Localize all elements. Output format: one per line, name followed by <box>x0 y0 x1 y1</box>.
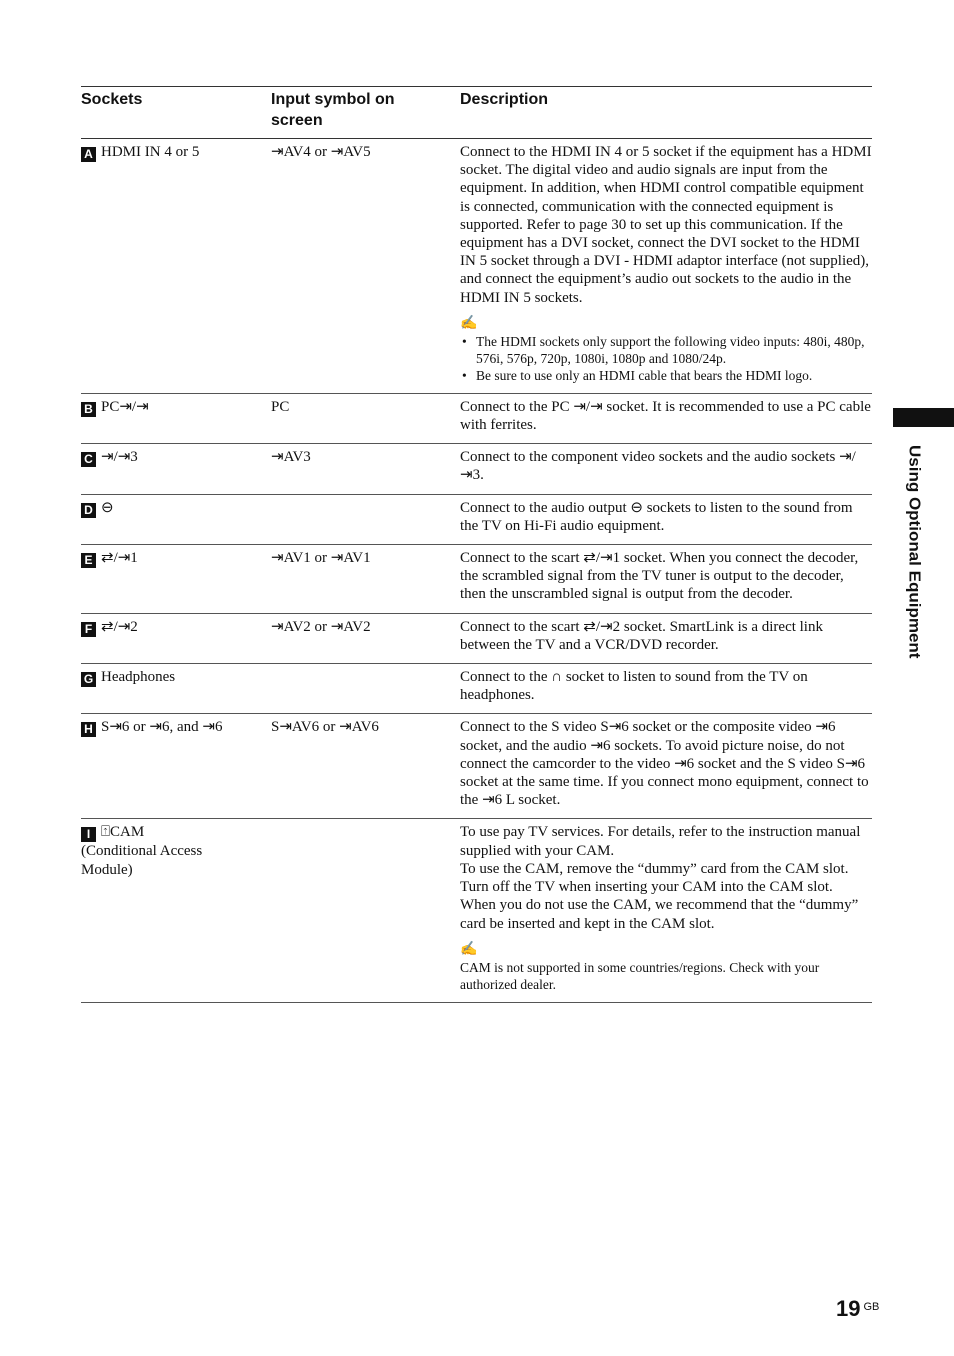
description-cell <box>460 819 872 1002</box>
socket-name-line: Module) <box>81 861 133 878</box>
symbol-cell: PC <box>271 398 290 415</box>
description-cell: Connect to the scart ⇄/⇥2 socket. SmartLink is a direct link between the TV and a VCR/DVD recorder. <box>460 618 823 653</box>
socket-cell <box>81 494 271 544</box>
table-row <box>81 494 872 544</box>
row-letter: I <box>81 827 96 842</box>
table-header <box>81 87 872 139</box>
section-tab-marker <box>893 408 954 427</box>
socket-name: ⇄/⇥1 <box>101 550 138 567</box>
description-paragraph: To use the CAM, remove the “dummy” card from the CAM slot. Turn off the TV when inserting your CAM into the CAM slot. When you do not use the CAM, we recommend that the “dummy” card be inserted and kept in the CAM slot. <box>460 860 859 932</box>
socket-cell <box>81 393 271 443</box>
header-description: Description <box>460 91 549 108</box>
table-row <box>81 139 872 394</box>
note-pencil-icon: ✍ <box>460 315 478 331</box>
table-row <box>81 444 872 494</box>
table-row <box>81 664 872 714</box>
symbol-cell <box>271 819 460 1002</box>
socket-name: ⇄/⇥2 <box>101 618 138 635</box>
description-cell <box>460 139 872 394</box>
row-letter: G <box>81 672 96 687</box>
socket-cell <box>81 819 271 1002</box>
row-letter: A <box>81 147 96 162</box>
description-cell: Connect to the PC ⇥/⇥ socket. It is recommended to use a PC cable with ferrites. <box>460 398 871 434</box>
socket-name: Headphones <box>101 669 176 686</box>
note-text: CAM is not supported in some countries/regions. Check with your authorized dealer. <box>460 959 820 992</box>
page-content <box>81 86 872 1003</box>
symbol-cell: ⇥AV3 <box>271 449 311 466</box>
row-letter: B <box>81 402 96 417</box>
description-text: Connect to the HDMI IN 4 or 5 socket if the equipment has a HDMI socket. The digital video and audio signals are input from the equipment. In addition, when HDMI control compatible equipment is connected, communication with the connected equipment is supported. Refer to page 30 to set up this communication. If the equipment has a DVI socket, connect the DVI socket to the HDMI IN 5 socket through a DVI - HDMI adaptor interface (not supplied), and connect the equipment’s audio out sockets to the audio in the HDMI IN 5 sockets. <box>460 144 872 306</box>
page-number <box>836 1296 879 1322</box>
socket-cell <box>81 444 271 494</box>
socket-cell <box>81 139 271 394</box>
sockets-table <box>81 86 872 1003</box>
socket-name: S⇥6 or ⇥6, and ⇥6 <box>101 719 223 736</box>
header-sockets: Sockets <box>81 91 143 108</box>
row-letter: H <box>81 722 96 737</box>
row-letter: F <box>81 622 96 637</box>
socket-cell <box>81 714 271 819</box>
note-pencil-icon: ✍ <box>460 941 478 957</box>
description-paragraph: To use pay TV services. For details, refer to the instruction manual supplied with your CAM. <box>460 824 861 859</box>
symbol-cell: ⇥AV1 or ⇥AV1 <box>271 550 371 567</box>
list-item: • Be sure to use only an HDMI cable that bears the HDMI logo. <box>460 367 872 384</box>
description-cell: Connect to the scart ⇄/⇥1 socket. When you connect the decoder, the scrambled signal from the TV tuner is output to the decoder, then the unscrambled signal is output from the decoder. <box>460 550 859 603</box>
side-section-title: Using Optional Equipment <box>905 445 923 659</box>
header-input-symbol: Input symbol on screen <box>271 91 395 129</box>
page-number-value: 19 <box>836 1296 861 1321</box>
symbol-cell: S⇥AV6 or ⇥AV6 <box>271 719 379 736</box>
socket-name: ⇥/⇥3 <box>101 449 138 466</box>
description-cell: Connect to the S video S⇥6 socket or the composite video ⇥6 socket, and the audio ⇥6 sockets. To avoid picture noise, do not connect the camcorder to the video ⇥6 socket and the S video S⇥6 socket at the same time. If you connect mono equipment, connect to the ⇥6 L socket. <box>460 719 869 809</box>
table-row <box>81 613 872 663</box>
notes-list <box>460 333 872 384</box>
page-number-suffix: GB <box>863 1301 880 1313</box>
symbol-cell <box>271 494 460 544</box>
socket-name: PC⇥/⇥ <box>101 398 149 415</box>
row-letter: D <box>81 503 96 518</box>
table-row <box>81 545 872 614</box>
socket-name-line: (Conditional Access <box>81 843 203 860</box>
symbol-cell: ⇥AV2 or ⇥AV2 <box>271 618 371 635</box>
row-letter: C <box>81 452 96 467</box>
table-row <box>81 819 872 1002</box>
row-letter: E <box>81 553 96 568</box>
symbol-cell <box>271 664 460 714</box>
socket-name: ⊖ <box>101 499 114 516</box>
symbol-cell: ⇥AV4 or ⇥AV5 <box>271 144 371 160</box>
table-row <box>81 714 872 819</box>
socket-name: HDMI IN 4 or 5 <box>101 144 200 160</box>
description-cell: Connect to the audio output ⊖ sockets to listen to the sound from the TV on Hi-Fi audio equipment. <box>460 499 853 534</box>
socket-cell <box>81 545 271 614</box>
socket-cell <box>81 613 271 663</box>
socket-cell <box>81 664 271 714</box>
list-item: • The HDMI sockets only support the following video inputs: 480i, 480p, 576i, 576p, 720p, 1080i, 1080p and 1080/24p. <box>460 333 872 367</box>
table-row <box>81 393 872 443</box>
description-cell: Connect to the ∩ socket to listen to sound from the TV on headphones. <box>460 669 808 704</box>
description-cell: Connect to the component video sockets and the audio sockets ⇥/⇥3. <box>460 449 856 484</box>
socket-name: ⍐CAM <box>101 824 145 841</box>
